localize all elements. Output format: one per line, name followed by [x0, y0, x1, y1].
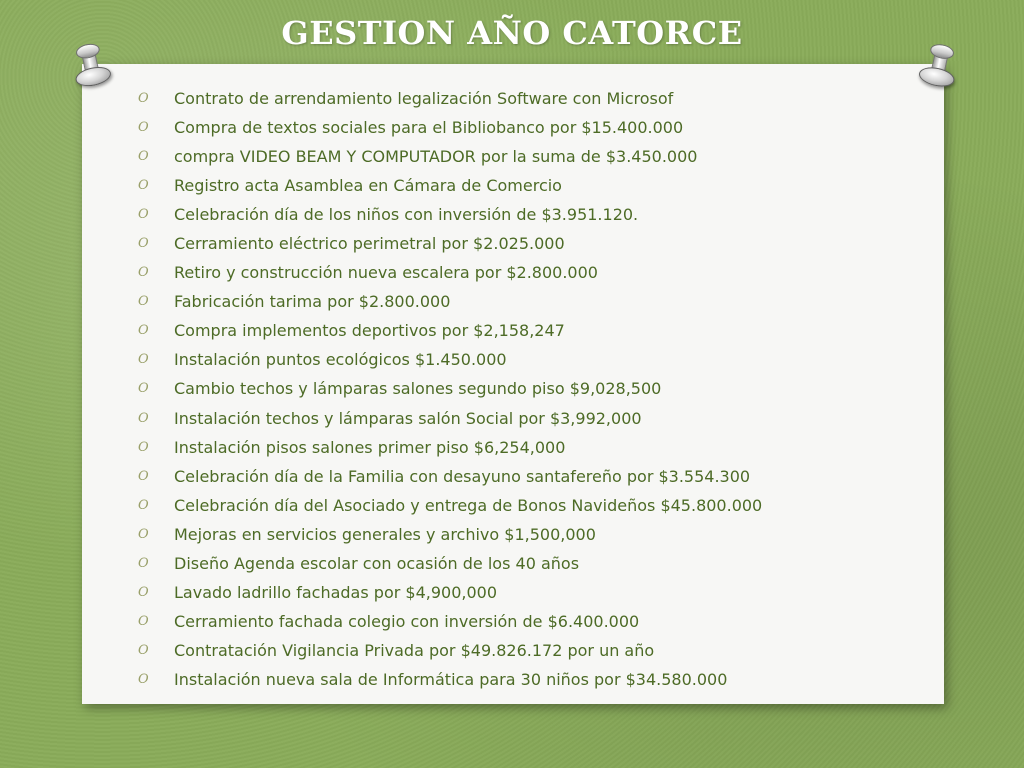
list-item-text: Fabricación tarima por $2.800.000 [174, 292, 451, 312]
list-item [138, 374, 762, 403]
bullet-list [138, 84, 762, 694]
list-item [138, 491, 762, 520]
list-item-text: compra VIDEO BEAM Y COMPUTADOR por la suma de $3.450.000 [174, 147, 698, 167]
list-item-text: Compra de textos sociales para el Bibliobanco por $15.400.000 [174, 118, 684, 138]
bullet-icon: O [138, 294, 149, 310]
bullet-icon: O [138, 149, 149, 165]
bullet-icon: O [138, 323, 149, 339]
bullet-icon: O [138, 642, 149, 658]
bullet-icon: O [138, 584, 149, 600]
bullet-icon: O [138, 410, 149, 426]
list-item [138, 142, 762, 171]
list-item-text: Diseño Agenda escolar con ocasión de los 40 años [174, 553, 580, 573]
list-item [138, 113, 762, 142]
list-item-text: Cerramiento eléctrico perimetral por $2.025.000 [174, 234, 565, 254]
list-item [138, 84, 762, 113]
list-item-text: Cerramiento fachada colegio con inversión de $6.400.000 [174, 611, 640, 631]
list-item-text: Lavado ladrillo fachadas por $4,900,000 [174, 582, 497, 602]
bullet-icon: O [138, 236, 149, 252]
bullet-icon: O [138, 468, 149, 484]
bullet-icon: O [138, 439, 149, 455]
list-item [138, 171, 762, 200]
list-item-text: Celebración día del Asociado y entrega de Bonos Navideños $45.800.000 [174, 495, 763, 515]
list-item-text: Instalación techos y lámparas salón Social por $3,992,000 [174, 408, 642, 428]
bullet-icon: O [138, 555, 149, 571]
list-item-text: Compra implementos deportivos por $2,158,247 [174, 321, 565, 341]
list-item [138, 200, 762, 229]
bullet-icon: O [138, 120, 149, 136]
list-item [138, 665, 762, 694]
list-item [138, 316, 762, 345]
list-item-text: Instalación pisos salones primer piso $6,254,000 [174, 437, 566, 457]
list-item [138, 636, 762, 665]
bullet-icon: O [138, 613, 149, 629]
bullet-icon: O [138, 207, 149, 223]
list-item-text: Mejoras en servicios generales y archivo $1,500,000 [174, 524, 596, 544]
bullet-icon: O [138, 352, 149, 368]
list-item-text: Contratación Vigilancia Privada por $49.826.172 por un año [174, 640, 655, 660]
list-item [138, 462, 762, 491]
bullet-icon: O [138, 497, 149, 513]
list-item [138, 549, 762, 578]
bullet-icon: O [138, 671, 149, 687]
list-item-text: Celebración día de los niños con inversión de $3.951.120. [174, 205, 639, 225]
bullet-icon: O [138, 265, 149, 281]
list-item-text: Instalación nueva sala de Informática para 30 niños por $34.580.000 [174, 669, 728, 689]
list-item-text: Cambio techos y lámparas salones segundo piso $9,028,500 [174, 379, 662, 399]
list-item-text: Contrato de arrendamiento legalización Software con Microsof [174, 89, 674, 109]
list-item [138, 404, 762, 433]
pushpin-right-icon [915, 41, 961, 92]
list-item [138, 433, 762, 462]
list-item [138, 578, 762, 607]
bullet-icon: O [138, 91, 149, 107]
list-item-text: Instalación puntos ecológicos $1.450.000 [174, 350, 507, 370]
list-item [138, 287, 762, 316]
list-item [138, 258, 762, 287]
list-item-text: Registro acta Asamblea en Cámara de Comercio [174, 176, 562, 196]
bullet-icon: O [138, 526, 149, 542]
slide-title: GESTION AÑO CATORCE [281, 14, 743, 52]
list-item [138, 520, 762, 549]
list-item [138, 607, 762, 636]
list-item-text: Retiro y construcción nueva escalera por $2.800.000 [174, 263, 598, 283]
list-item [138, 229, 762, 258]
list-item-text: Celebración día de la Familia con desayuno santafereño por $3.554.300 [174, 466, 751, 486]
bullet-icon: O [138, 178, 149, 194]
bullet-icon: O [138, 381, 149, 397]
list-item [138, 345, 762, 374]
